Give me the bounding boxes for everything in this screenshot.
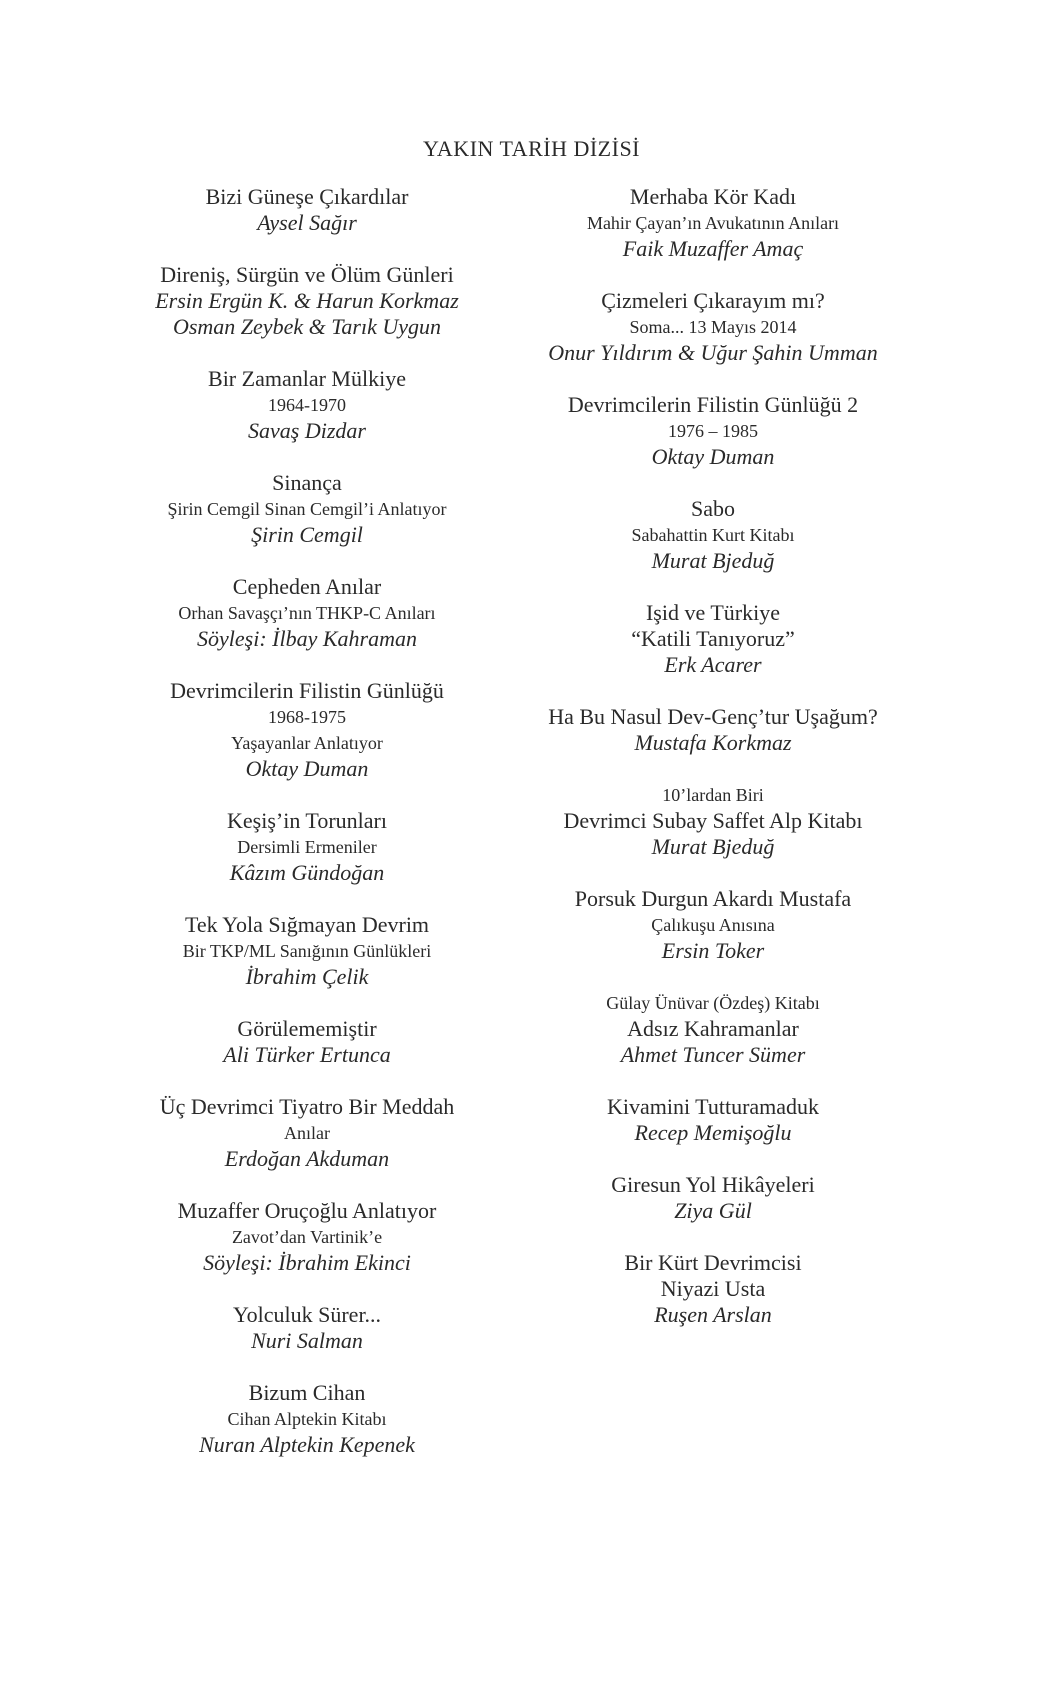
book-title: Muzaffer Oruçoğlu Anlatıyor [177, 1198, 437, 1223]
book-author: Aysel Sağır [257, 210, 357, 235]
page-title: YAKIN TARİH DİZİSİ [422, 136, 641, 161]
book-subtitle: Zavot’dan Vartinik’e [231, 1227, 383, 1247]
book-author: Ali Türker Ertunca [223, 1042, 391, 1067]
book-subtitle: Anılar [284, 1123, 330, 1143]
book-title: Keşiş’in Torunları [227, 808, 387, 833]
book-title: Adsız Kahramanlar [627, 1016, 799, 1041]
book-author: İbrahim Çelik [245, 964, 369, 989]
book-subtitle: 1976 – 1985 [668, 421, 758, 441]
book-author: Ersin Ergün K. & Harun Korkmaz [155, 288, 459, 313]
book-entry [464, 990, 962, 1068]
book-entry [464, 886, 962, 964]
book-author: Erk Acarer [664, 652, 762, 677]
book-title: Porsuk Durgun Akardı Mustafa [574, 886, 852, 911]
book-title: Bizi Güneşe Çıkardılar [205, 184, 409, 209]
book-entry [464, 1250, 962, 1328]
book-title: Tek Yola Sığmayan Devrim [184, 912, 430, 937]
book-subtitle: Çalıkuşu Anısına [651, 915, 775, 935]
right-book-list [464, 184, 962, 1328]
book-entry [464, 288, 962, 366]
book-title: Giresun Yol Hikâyeleri [611, 1172, 815, 1197]
book-entry [464, 782, 962, 860]
book-author: Oktay Duman [651, 444, 775, 469]
book-entry [464, 392, 962, 470]
book-title: Kivamini Tutturamaduk [606, 1094, 820, 1119]
book-subtitle: Gülay Ünüvar (Özdeş) Kitabı [606, 993, 820, 1013]
book-author: Nuran Alptekin Kepenek [199, 1432, 415, 1457]
book-entry [464, 496, 962, 574]
book-author: Recep Memişoğlu [634, 1120, 792, 1145]
book-title: “Katili Tanıyoruz” [631, 626, 795, 651]
book-author: Mustafa Korkmaz [634, 730, 792, 755]
book-author: Ziya Gül [674, 1198, 752, 1223]
book-title: Devrimci Subay Saffet Alp Kitabı [563, 808, 863, 833]
book-author: Faik Muzaffer Amaç [622, 236, 804, 261]
book-subtitle: 1968-1975 [268, 707, 346, 727]
book-author: Murat Bjeduğ [651, 834, 775, 859]
book-entry [464, 184, 962, 262]
book-author: Erdoğan Akduman [224, 1146, 390, 1171]
book-title: Merhaba Kör Kadı [629, 184, 797, 209]
book-title: Bir Zamanlar Mülkiye [208, 366, 406, 391]
book-author: Ahmet Tuncer Sümer [620, 1042, 806, 1067]
book-title: Üç Devrimci Tiyatro Bir Meddah [159, 1094, 455, 1119]
book-title: Yolculuk Sürer... [232, 1302, 382, 1327]
book-subtitle: Orhan Savaşçı’nın THKP-C Anıları [178, 603, 436, 623]
book-title: Devrimcilerin Filistin Günlüğü 2 [567, 392, 859, 417]
book-author: Ruşen Arslan [654, 1302, 772, 1327]
book-entry [67, 1380, 547, 1458]
book-title: Devrimcilerin Filistin Günlüğü [170, 678, 444, 703]
book-title: Ha Bu Nasul Dev-Genç’tur Uşağum? [548, 704, 878, 729]
book-author: Murat Bjeduğ [651, 548, 775, 573]
book-author: Onur Yıldırım & Uğur Şahin Umman [548, 340, 878, 365]
book-title: Çizmeleri Çıkarayım mı? [601, 288, 825, 313]
book-entry [464, 704, 962, 756]
book-subtitle: Soma... 13 Mayıs 2014 [629, 317, 797, 337]
book-subtitle: Dersimli Ermeniler [237, 837, 377, 857]
book-title: Bizum Cihan [248, 1380, 366, 1405]
book-subtitle: 10’lardan Biri [662, 785, 764, 805]
book-title: Işid ve Türkiye [645, 600, 780, 625]
book-author: Söyleşi: İlbay Kahraman [197, 626, 417, 651]
book-author: Oktay Duman [245, 756, 369, 781]
book-author: Kâzım Gündoğan [229, 860, 385, 885]
book-title: Sinança [272, 470, 342, 495]
book-subtitle: Sabahattin Kurt Kitabı [631, 525, 795, 545]
book-author: Osman Zeybek & Tarık Uygun [172, 314, 442, 339]
book-subtitle: Yaşayanlar Anlatıyor [231, 733, 383, 753]
book-subtitle: Mahir Çayan’ın Avukatının Anıları [586, 213, 840, 233]
book-author: Nuri Salman [251, 1328, 363, 1353]
book-title: Direniş, Sürgün ve Ölüm Günleri [160, 262, 454, 287]
book-subtitle: Şirin Cemgil Sinan Cemgil’i Anlatıyor [167, 499, 447, 519]
book-title: Bir Kürt Devrimcisi [624, 1250, 802, 1275]
book-subtitle: 1964-1970 [268, 395, 346, 415]
book-title: Cepheden Anılar [232, 574, 382, 599]
book-title: Görülememiştir [237, 1016, 377, 1041]
book-entry [464, 1094, 962, 1146]
book-title: Sabo [691, 496, 735, 521]
book-entry [464, 1172, 962, 1224]
book-author: Söyleşi: İbrahim Ekinci [203, 1250, 411, 1275]
book-author: Ersin Toker [661, 938, 765, 963]
book-author: Şirin Cemgil [251, 522, 363, 547]
book-entry [464, 600, 962, 678]
book-author: Savaş Dizdar [248, 418, 366, 443]
book-subtitle: Cihan Alptekin Kitabı [227, 1409, 387, 1429]
book-title: Niyazi Usta [660, 1276, 766, 1301]
book-subtitle: Bir TKP/ML Sanığının Günlükleri [182, 941, 432, 961]
